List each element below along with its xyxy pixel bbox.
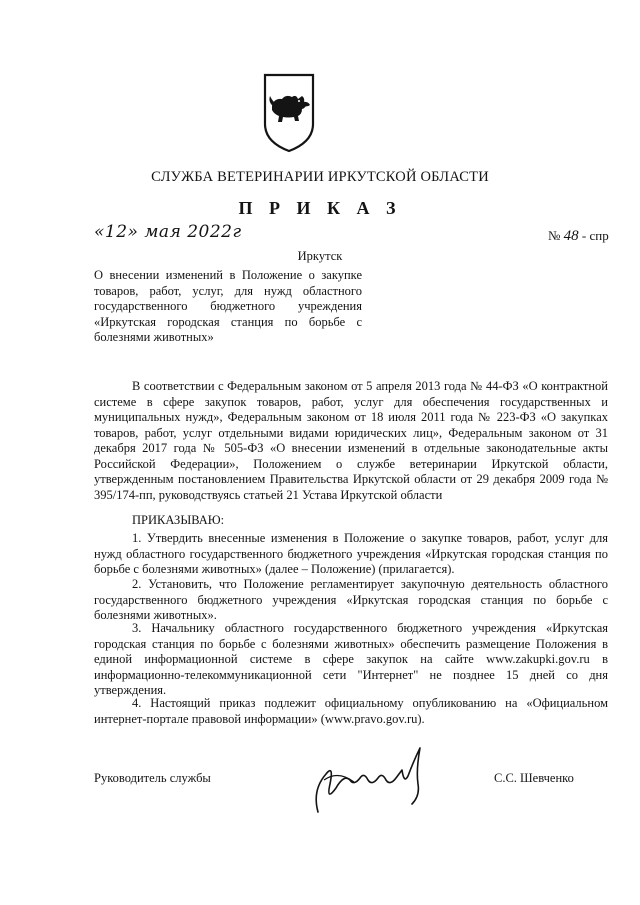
handwritten-date: «12» мая 2022г (94, 222, 242, 242)
coat-of-arms-icon (262, 72, 316, 154)
preamble-paragraph: В соответствии с Федеральным законом от 5 апреля 2013 года № 44-ФЗ «О контрактной системе в сфере закупок товаров, работ, услуг для обеспечения государственных и муниципальных нужд», Федеральным законом от 18 июля 2011 года № 223-ФЗ «О закупках товаров, работ, услуг отдельными видами юридических лиц», Федеральным законом от 31 декабря 2017 года № 505-ФЗ «О внесении изменений в отдельные законодательные акты Российской Федерации», Положением о службе ветеринарии Иркутской области, утвержденным постановлением Правительства Иркутской области от 29 декабря 2009 года № 395/174-пп, руководствуясь статьей 21 Устава Иркутской области (94, 379, 608, 502)
signature-icon (304, 740, 444, 820)
number-suffix: - спр (581, 228, 609, 243)
handwritten-number: 48 (563, 228, 579, 244)
signer-position: Руководитель службы (94, 771, 211, 785)
order-item-4: 4. Настоящий приказ подлежит официальному опубликованию на «Официальном интернет-портале правовой информации» (www.pravo.gov.ru). (94, 696, 608, 726)
order-number (548, 228, 609, 245)
signer-name: С.С. Шевченко (494, 771, 574, 785)
order-item-2: 2. Установить, что Положение регламентирует закупочную деятельность областного государственного бюджетного учреждения «Иркутская городская станция по борьбе с болезнями животных». (94, 577, 608, 622)
number-prefix: № (548, 228, 561, 243)
organization-name: СЛУЖБА ВЕТЕРИНАРИИ ИРКУТСКОЙ ОБЛАСТИ (151, 169, 489, 185)
city-name: Иркутск (297, 249, 343, 263)
order-word: ПРИКАЗЫВАЮ: (132, 513, 225, 527)
order-item-3: 3. Начальнику областного государственного бюджетного учреждения «Иркутская городская станция по борьбе с болезнями животных» обеспечить размещение Положения в единой информационной системе в сфере закупок на сайте www.zakupki.gov.ru в информационно-телекоммуникационной сети "Интернет" не позднее 15 дней со дня утверждения. (94, 621, 608, 697)
order-item-1: 1. Утвердить внесенные изменения в Положение о закупке товаров, работ, услуг для нужд областного государственного бюджетного учреждения «Иркутская городская станция по борьбе с болезнями животных» (далее – Положение) (прилагается). (94, 531, 608, 576)
document-type-title: П Р И К А З (238, 198, 402, 218)
order-subject: О внесении изменений в Положение о закупке товаров, работ, услуг, для нужд областного государственного бюджетного учреждения «Иркутская городская станция по борьбе с болезнями животных» (94, 268, 362, 344)
